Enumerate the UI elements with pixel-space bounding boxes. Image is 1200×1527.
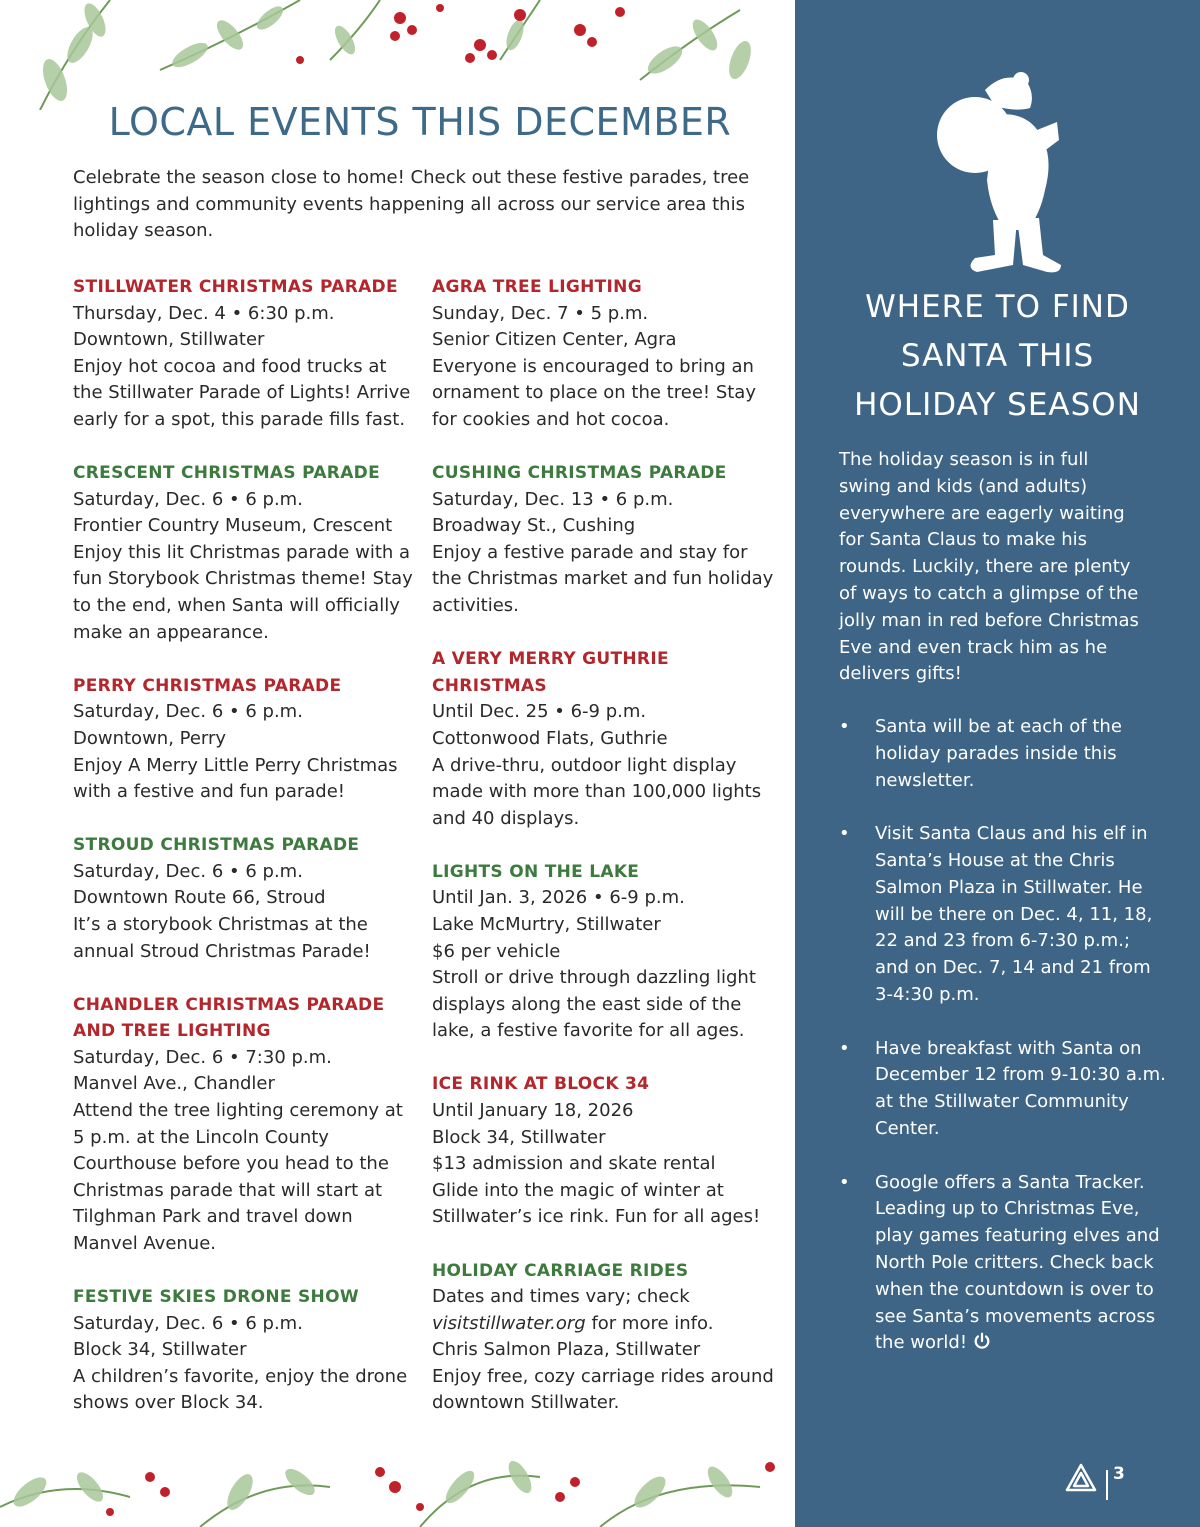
santa-silhouette-icon (935, 60, 1065, 290)
event-title: CUSHING CHRISTMAS PARADE (432, 463, 727, 484)
sidebar-intro: The holiday season is in full swing and kids (and adults) everywhere are eagerly waiting for Santa Claus to make his rounds. Luckily, there are plenty of ways to catch a glimpse of the jolly man in red before Christmas Eve and even track him as he delivers gifts! (839, 449, 1139, 685)
event-description: Everyone is encouraged to bring an ornament to place on the tree! Stay for cookies and hot cocoa. (432, 355, 756, 430)
list-item-text: Visit Santa Claus and his elf in Santa’s House at the Chris Salmon Plaza in Stillwater. He will be there on Dec. 4, 11, 18, 22 and 23 from 6-7:30 p.m.; and on Dec. 7, 14 and 21 from 3-4:30 p.m. (875, 823, 1153, 1005)
event-location: Block 34, Stillwater (73, 1339, 247, 1361)
event-title: LIGHTS ON THE LAKE (432, 861, 640, 882)
power-icon (973, 1332, 991, 1350)
intro-paragraph: Celebrate the season close to home! Check out these festive parades, tree lightings and community events happening all across our service area this holiday season. (73, 167, 750, 241)
event-title: STROUD CHRISTMAS PARADE (73, 835, 360, 856)
event-price: $13 admission and skate rental (432, 1153, 716, 1175)
event-description: A children’s favorite, enjoy the drone shows over Block 34. (73, 1365, 408, 1414)
sidebar-title: WHERE TO FIND SANTA THIS HOLIDAY SEASON (854, 289, 1141, 423)
event-description: Stroll or drive through dazzling light displays along the east side of the lake, a festive favorite for all ages. (432, 967, 756, 1042)
page-number: 3 (1113, 1464, 1125, 1484)
website-link[interactable]: visitstillwater.org (432, 1312, 586, 1334)
event-title: PERRY CHRISTMAS PARADE (73, 675, 342, 696)
event-location: Manvel Ave., Chandler (73, 1073, 275, 1095)
event-date: Until January 18, 2026 (432, 1100, 634, 1122)
santa-tips-list (839, 714, 1169, 1384)
event-date: Until Dec. 25 • 6-9 p.m. (432, 701, 647, 723)
event-location: Cottonwood Flats, Guthrie (432, 727, 668, 749)
event-title: STILLWATER CHRISTMAS PARADE (73, 277, 398, 297)
list-item (839, 821, 1169, 1009)
event-date: Dates and times vary; check (432, 1286, 690, 1308)
event-description: A drive-thru, outdoor light display made with more than 100,000 lights and 40 displays. (432, 754, 762, 829)
info-suffix: for more info. (585, 1312, 714, 1334)
event-agra-tree-lighting (432, 274, 777, 434)
bottom-foliage-decoration (0, 1447, 795, 1527)
event-description: Enjoy free, cozy carriage rides around downtown Stillwater. (432, 1365, 774, 1414)
event-date: Saturday, Dec. 13 • 6 p.m. (432, 488, 674, 510)
event-description: It’s a storybook Christmas at the annual Stroud Christmas Parade! (73, 913, 371, 962)
list-item-text: Google offers a Santa Tracker. Leading up to Christmas Eve, play games featuring elves and North Pole critters. Check back when the countdown is over to see Santa’s movements across the world! (875, 1171, 1160, 1354)
event-perry-parade (73, 673, 418, 806)
event-stillwater-parade (73, 274, 418, 434)
event-location: Downtown, Perry (73, 727, 227, 749)
event-date: Saturday, Dec. 6 • 6 p.m. (73, 488, 303, 510)
events-column-right (432, 274, 777, 1444)
event-title: A VERY MERRY GUTHRIE CHRISTMAS (432, 649, 669, 696)
event-drone-show (73, 1284, 418, 1417)
event-description: Attend the tree lighting ceremony at 5 p.m. at the Lincoln County Courthouse before you head to the Christmas parade that will start at Tilghman Park and travel down Manvel Avenue. (73, 1100, 403, 1254)
event-date: Sunday, Dec. 7 • 5 p.m. (432, 302, 649, 324)
event-carriage-rides (432, 1258, 777, 1418)
event-location: Chris Salmon Plaza, Stillwater (432, 1339, 701, 1361)
santa-sidebar (795, 0, 1200, 1527)
event-description: Enjoy hot cocoa and food trucks at the Stillwater Parade of Lights! Arrive early for a spot, this parade fills fast. (73, 355, 411, 430)
event-description: Enjoy this lit Christmas parade with a fun Storybook Christmas theme! Stay to the end, when Santa will officially make an appearance. (73, 541, 413, 643)
page-title: LOCAL EVENTS THIS DECEMBER (108, 100, 732, 144)
co-op-logo-icon (1063, 1462, 1099, 1498)
event-price: $6 per vehicle (432, 940, 561, 962)
event-description: Glide into the magic of winter at Stillwater’s ice rink. Fun for all ages! (432, 1179, 761, 1228)
bullet: • (839, 1171, 850, 1193)
event-stroud-parade (73, 832, 418, 965)
event-location: Lake McMurtry, Stillwater (432, 913, 661, 935)
event-title: AGRA TREE LIGHTING (432, 277, 642, 297)
event-title: CRESCENT CHRISTMAS PARADE (73, 463, 380, 484)
events-column-left (73, 274, 418, 1444)
list-item-text: Santa will be at each of the holiday parades inside this newsletter. (875, 716, 1122, 791)
event-ice-rink (432, 1071, 777, 1231)
event-crescent-parade (73, 460, 418, 646)
page-number-divider (1106, 1470, 1108, 1500)
event-chandler-parade (73, 992, 418, 1258)
bullet: • (839, 823, 850, 845)
event-title: ICE RINK AT BLOCK 34 (432, 1074, 650, 1095)
top-foliage-decoration (0, 0, 795, 110)
list-item (839, 1036, 1169, 1143)
event-cushing-parade (432, 460, 777, 620)
event-date: Saturday, Dec. 6 • 7:30 p.m. (73, 1046, 332, 1068)
event-date: Thursday, Dec. 4 • 6:30 p.m. (73, 302, 335, 324)
list-item (839, 714, 1169, 794)
list-item-text: Have breakfast with Santa on December 12 from 9-10:30 a.m. at the Stillwater Community Center. (875, 1037, 1166, 1139)
event-date: Saturday, Dec. 6 • 6 p.m. (73, 860, 303, 882)
event-guthrie-christmas (432, 646, 777, 832)
event-location: Senior Citizen Center, Agra (432, 329, 677, 351)
bullet: • (839, 1037, 850, 1059)
event-location: Downtown Route 66, Stroud (73, 887, 326, 909)
event-location: Block 34, Stillwater (432, 1126, 606, 1148)
event-title: FESTIVE SKIES DRONE SHOW (73, 1287, 359, 1308)
event-description: Enjoy A Merry Little Perry Christmas with a festive and fun parade! (73, 754, 398, 803)
event-date: Saturday, Dec. 6 • 6 p.m. (73, 1312, 303, 1334)
event-title: HOLIDAY CARRIAGE RIDES (432, 1260, 689, 1281)
event-lights-on-lake (432, 859, 777, 1045)
event-title: CHANDLER CHRISTMAS PARADE AND TREE LIGHTING (73, 994, 385, 1042)
event-location: Frontier Country Museum, Crescent (73, 515, 393, 537)
bullet: • (839, 716, 850, 737)
event-location: Broadway St., Cushing (432, 515, 636, 537)
event-info-line (432, 1311, 777, 1338)
event-date: Until Jan. 3, 2026 • 6-9 p.m. (432, 887, 685, 909)
event-description: Enjoy a festive parade and stay for the Christmas market and fun holiday activities. (432, 541, 774, 617)
event-location: Downtown, Stillwater (73, 329, 265, 351)
event-date: Saturday, Dec. 6 • 6 p.m. (73, 701, 303, 723)
list-item (839, 1170, 1169, 1358)
